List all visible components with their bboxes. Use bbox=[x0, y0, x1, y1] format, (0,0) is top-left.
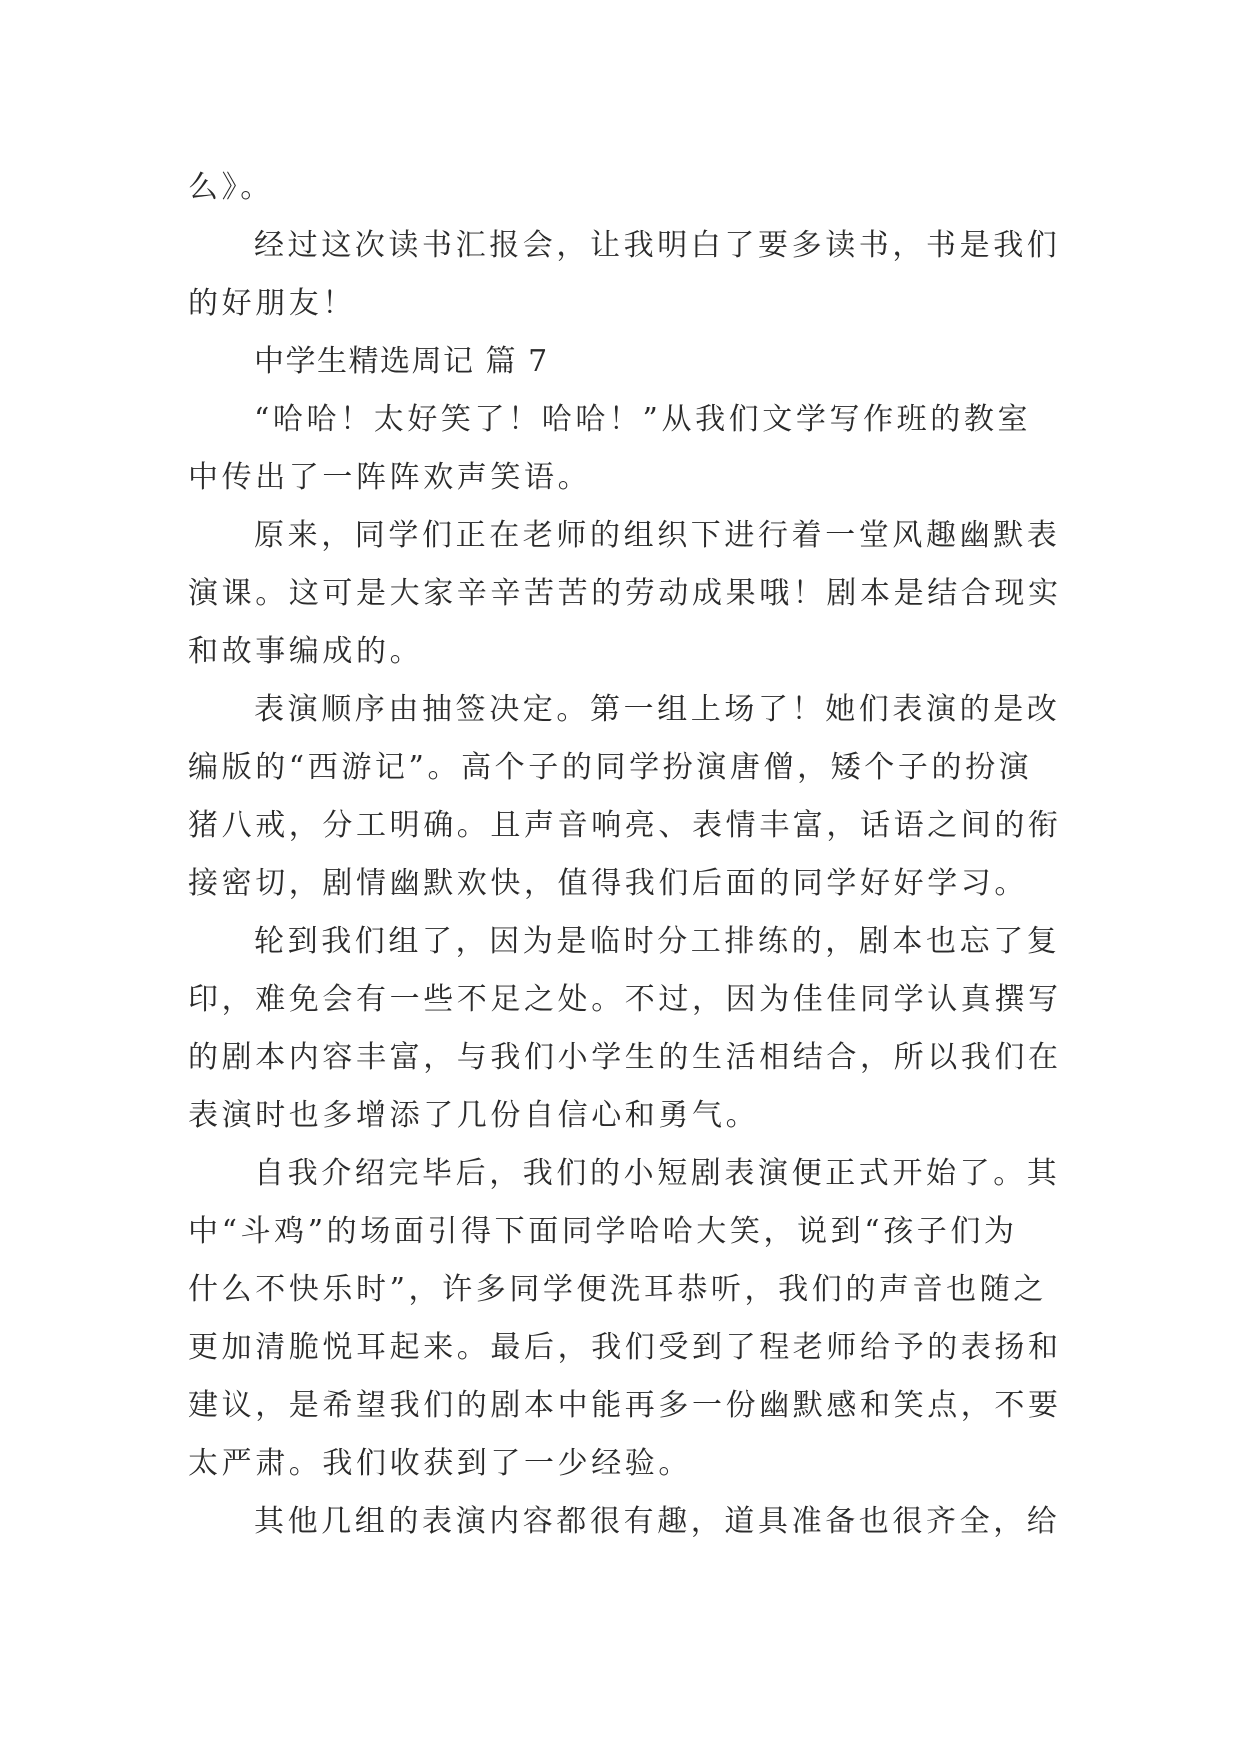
paragraph-first-line: 原来，同学们正在老师的组织下进行着一堂风趣幽默表 bbox=[254, 518, 1061, 553]
paragraph-first-line: 其他几组的表演内容都很有趣，道具准备也很齐全，给 bbox=[254, 1504, 1061, 1539]
paragraph-first-line: 表演顺序由抽签决定。第一组上场了！她们表演的是改 bbox=[254, 692, 1061, 727]
text-line: 编版的“西游记”。高个子的同学扮演唐僧，矮个子的扮演 bbox=[188, 750, 1033, 785]
paragraph-first-line: “哈哈！太好笑了！哈哈！”从我们文学写作班的教室 bbox=[254, 402, 1032, 437]
text-line: 和故事编成的。 bbox=[188, 634, 424, 669]
text-line: 中传出了一阵阵欢声笑语。 bbox=[188, 460, 592, 495]
text-line: 猪八戒，分工明确。且声音响亮、表情丰富，话语之间的衔 bbox=[188, 808, 1062, 843]
section-heading: 中学生精选周记 篇 7 bbox=[254, 344, 549, 379]
text-line: 的好朋友！ bbox=[188, 286, 356, 321]
text-line: 表演时也多增添了几份自信心和勇气。 bbox=[188, 1098, 760, 1133]
text-line: 接密切，剧情幽默欢快，值得我们后面的同学好好学习。 bbox=[188, 866, 1028, 901]
text-line: 更加清脆悦耳起来。最后，我们受到了程老师给予的表扬和 bbox=[188, 1330, 1062, 1365]
text-line: 演课。这可是大家辛辛苦苦的劳动成果哦！剧本是结合现实 bbox=[188, 576, 1062, 611]
text-line: 印，难免会有一些不足之处。不过，因为佳佳同学认真撰写 bbox=[188, 982, 1062, 1017]
paragraph-first-line: 经过这次读书汇报会，让我明白了要多读书，书是我们 bbox=[254, 228, 1061, 263]
text-line: 太严肃。我们收获到了一少经验。 bbox=[188, 1446, 692, 1481]
text-line-1: 么》。 bbox=[188, 170, 274, 205]
text-line: 建议，是希望我们的剧本中能再多一份幽默感和笑点，不要 bbox=[188, 1388, 1062, 1423]
text-line: 什么不快乐时”，许多同学便洗耳恭听，我们的声音也随之 bbox=[188, 1272, 1047, 1307]
text-line: 的剧本内容丰富，与我们小学生的生活相结合，所以我们在 bbox=[188, 1040, 1062, 1075]
paragraph-first-line: 轮到我们组了，因为是临时分工排练的，剧本也忘了复 bbox=[254, 924, 1061, 959]
paragraph-first-line: 自我介绍完毕后，我们的小短剧表演便正式开始了。其 bbox=[254, 1156, 1061, 1191]
text-line: 中“斗鸡”的场面引得下面同学哈哈大笑，说到“孩子们为 bbox=[188, 1214, 1018, 1249]
